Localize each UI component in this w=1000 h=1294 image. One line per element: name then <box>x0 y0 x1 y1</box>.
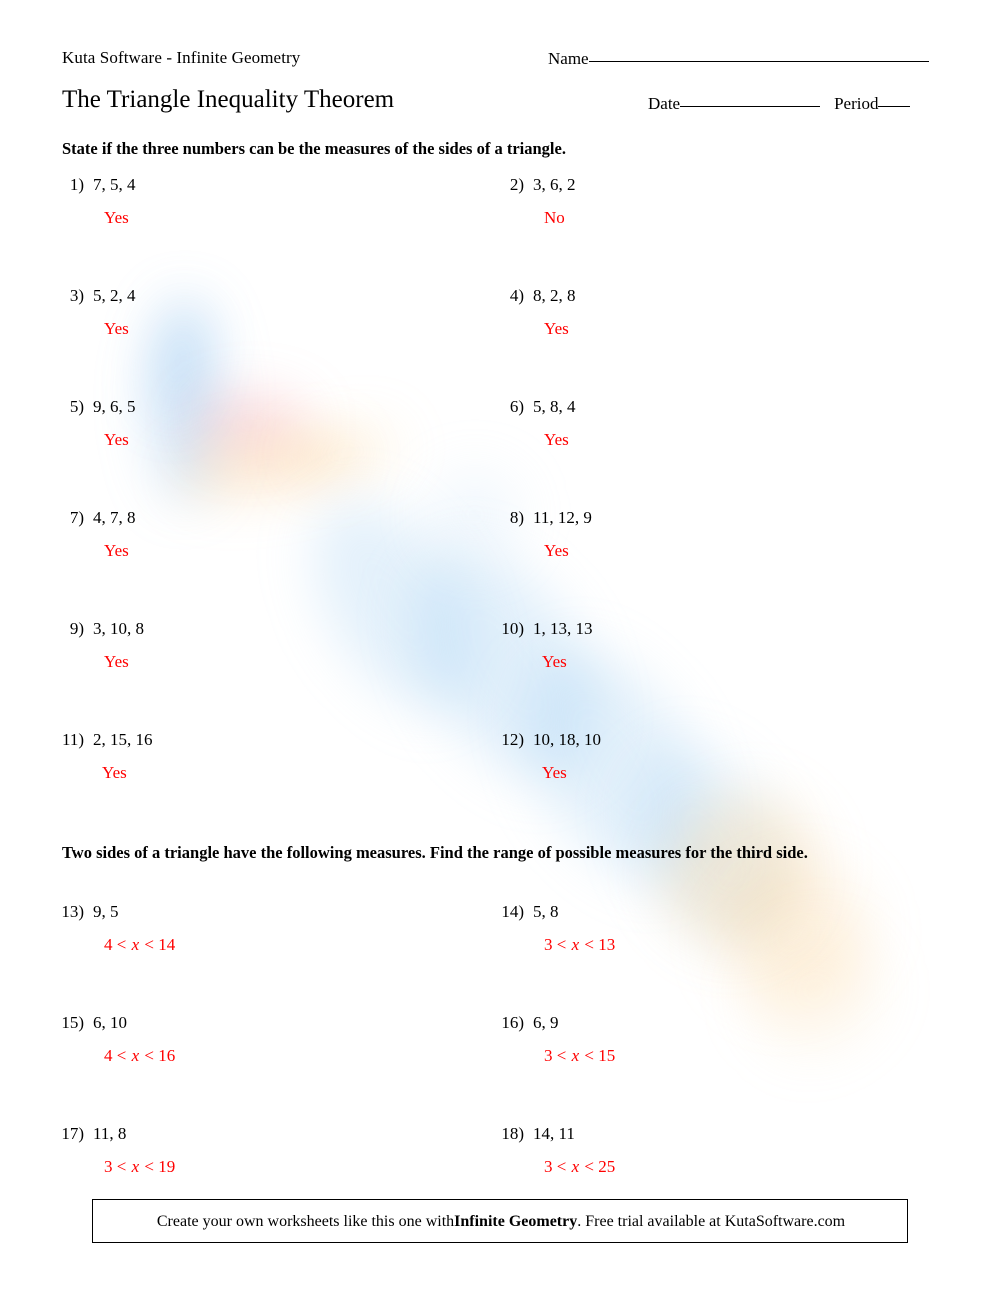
problem-answer: Yes <box>104 318 129 338</box>
problem-number: 18) <box>501 1124 524 1143</box>
problem-values: 3, 10, 8 <box>93 619 144 638</box>
problem-row <box>0 903 1000 1014</box>
problem-answer: No <box>544 207 565 227</box>
problem-answer: 4 < x < 16 <box>104 1045 176 1065</box>
name-field-row <box>548 49 929 69</box>
problem-answer: 3 < x < 25 <box>544 1156 616 1176</box>
answer-variable: x <box>571 934 580 954</box>
problem-cell <box>498 903 928 954</box>
problem-cell <box>58 903 488 954</box>
problem-number: 12) <box>501 730 524 749</box>
section-1-problem-grid <box>0 176 1000 842</box>
problem-number: 13) <box>61 902 84 921</box>
problem-cell <box>58 287 488 338</box>
problem-values: 2, 15, 16 <box>93 730 153 749</box>
problem-prompt <box>498 287 928 306</box>
name-label: Name <box>548 49 589 68</box>
promo-footer-box <box>92 1199 908 1243</box>
problem-cell <box>498 287 928 338</box>
problem-number: 4) <box>509 286 524 305</box>
problem-values: 8, 2, 8 <box>533 286 576 305</box>
problem-number: 7) <box>69 508 84 527</box>
answer-lower-bound: 3 <box>544 1156 553 1176</box>
answer-upper-bound: 19 <box>158 1156 176 1176</box>
problem-answer: 3 < x < 15 <box>544 1045 616 1065</box>
problem-prompt <box>498 1014 928 1033</box>
problem-values: 9, 5 <box>93 902 119 921</box>
problem-cell <box>58 176 488 227</box>
problem-number: 14) <box>501 902 524 921</box>
problem-cell <box>498 176 928 227</box>
answer-upper-bound: 25 <box>598 1156 616 1176</box>
answer-variable: x <box>131 1156 140 1176</box>
section-2-heading: Two sides of a triangle have the following measures. Find the range of possible measures for the third side. <box>62 843 808 862</box>
problem-values: 11, 8 <box>93 1124 127 1143</box>
problem-answer: Yes <box>104 429 129 449</box>
problem-cell <box>498 620 928 671</box>
problem-prompt <box>498 731 928 750</box>
problem-cell <box>58 620 488 671</box>
answer-lower-bound: 3 <box>544 1045 553 1065</box>
problem-values: 11, 12, 9 <box>533 508 592 527</box>
date-label: Date <box>648 94 681 113</box>
answer-lower-bound: 3 <box>544 934 553 954</box>
problem-prompt <box>58 731 488 750</box>
problem-row <box>0 509 1000 620</box>
problem-values: 3, 6, 2 <box>533 175 576 194</box>
section-1-heading: State if the three numbers can be the measures of the sides of a triangle. <box>62 139 566 158</box>
problem-answer: 4 < x < 14 <box>104 934 176 954</box>
problem-answer: Yes <box>104 651 129 671</box>
problem-prompt <box>58 398 488 417</box>
problem-answer: Yes <box>544 318 569 338</box>
problem-prompt <box>498 620 928 639</box>
answer-upper-bound: 13 <box>598 934 616 954</box>
period-label: Period <box>834 94 879 113</box>
problem-values: 5, 8, 4 <box>533 397 576 416</box>
problem-number: 16) <box>501 1013 524 1032</box>
answer-upper-bound: 16 <box>158 1045 176 1065</box>
section-2-problem-grid <box>0 903 1000 1236</box>
problem-values: 6, 10 <box>93 1013 127 1032</box>
problem-values: 9, 6, 5 <box>93 397 136 416</box>
problem-answer: 3 < x < 13 <box>544 934 616 954</box>
problem-values: 5, 8 <box>533 902 559 921</box>
problem-values: 1, 13, 13 <box>533 619 593 638</box>
problem-number: 11) <box>61 730 84 749</box>
promo-footer-text <box>93 1200 909 1244</box>
answer-lower-bound: 4 <box>104 934 113 954</box>
answer-lower-bound: 4 <box>104 1045 113 1065</box>
problem-cell <box>58 731 488 782</box>
problem-prompt <box>58 1125 488 1144</box>
problem-prompt <box>498 509 928 528</box>
problem-values: 5, 2, 4 <box>93 286 136 305</box>
problem-number: 9) <box>69 619 84 638</box>
answer-lower-bound: 3 <box>104 1156 113 1176</box>
problem-number: 8) <box>509 508 524 527</box>
answer-variable: x <box>571 1045 580 1065</box>
promo-text-before: Create your own worksheets like this one with <box>156 1213 455 1230</box>
problem-row <box>0 1014 1000 1125</box>
problem-answer: Yes <box>544 540 569 560</box>
problem-answer: 3 < x < 19 <box>104 1156 176 1176</box>
problem-number: 3) <box>69 286 84 305</box>
problem-values: 4, 7, 8 <box>93 508 136 527</box>
answer-upper-bound: 14 <box>158 934 176 954</box>
problem-number: 17) <box>61 1124 84 1143</box>
problem-number: 6) <box>509 397 524 416</box>
page-title: The Triangle Inequality Theorem <box>62 86 395 113</box>
problem-number: 5) <box>69 397 84 416</box>
problem-prompt <box>58 903 488 922</box>
problem-values: 14, 11 <box>533 1124 575 1143</box>
problem-row <box>0 176 1000 287</box>
problem-cell <box>498 398 928 449</box>
problem-number: 2) <box>509 175 524 194</box>
problem-row <box>0 731 1000 842</box>
problem-row <box>0 398 1000 509</box>
problem-prompt <box>498 176 928 195</box>
problem-number: 1) <box>69 175 84 194</box>
problem-prompt <box>58 620 488 639</box>
problem-cell <box>498 1125 928 1176</box>
problem-answer: Yes <box>544 429 569 449</box>
problem-cell <box>58 509 488 560</box>
answer-variable: x <box>131 1045 140 1065</box>
problem-prompt <box>58 1014 488 1033</box>
problem-answer: Yes <box>542 762 567 782</box>
software-brand-line: Kuta Software - Infinite Geometry <box>62 48 301 67</box>
problem-values: 7, 5, 4 <box>93 175 136 194</box>
problem-cell <box>58 1125 488 1176</box>
problem-cell <box>498 1014 928 1065</box>
problem-prompt <box>498 903 928 922</box>
problem-answer: Yes <box>104 540 129 560</box>
problem-values: 10, 18, 10 <box>533 730 601 749</box>
problem-cell <box>498 731 928 782</box>
answer-upper-bound: 15 <box>598 1045 616 1065</box>
problem-number: 10) <box>501 619 524 638</box>
problem-cell <box>58 398 488 449</box>
problem-cell <box>58 1014 488 1065</box>
date-period-field-row <box>648 94 910 114</box>
problem-prompt <box>58 176 488 195</box>
problem-cell <box>498 509 928 560</box>
problem-row <box>0 620 1000 731</box>
period-input-line[interactable] <box>878 106 910 107</box>
problem-answer: Yes <box>102 762 127 782</box>
problem-number: 15) <box>61 1013 84 1032</box>
name-input-line[interactable] <box>589 61 929 62</box>
answer-variable: x <box>571 1156 580 1176</box>
problem-row <box>0 287 1000 398</box>
problem-prompt <box>498 1125 928 1144</box>
problem-prompt <box>498 398 928 417</box>
promo-product-name: Infinite Geometry <box>454 1213 578 1230</box>
problem-values: 6, 9 <box>533 1013 559 1032</box>
problem-prompt <box>58 287 488 306</box>
promo-text-after: . Free trial available at KutaSoftware.com <box>577 1213 846 1230</box>
date-input-line[interactable] <box>680 106 820 107</box>
problem-answer: Yes <box>542 651 567 671</box>
answer-variable: x <box>131 934 140 954</box>
problem-answer: Yes <box>104 207 129 227</box>
problem-prompt <box>58 509 488 528</box>
